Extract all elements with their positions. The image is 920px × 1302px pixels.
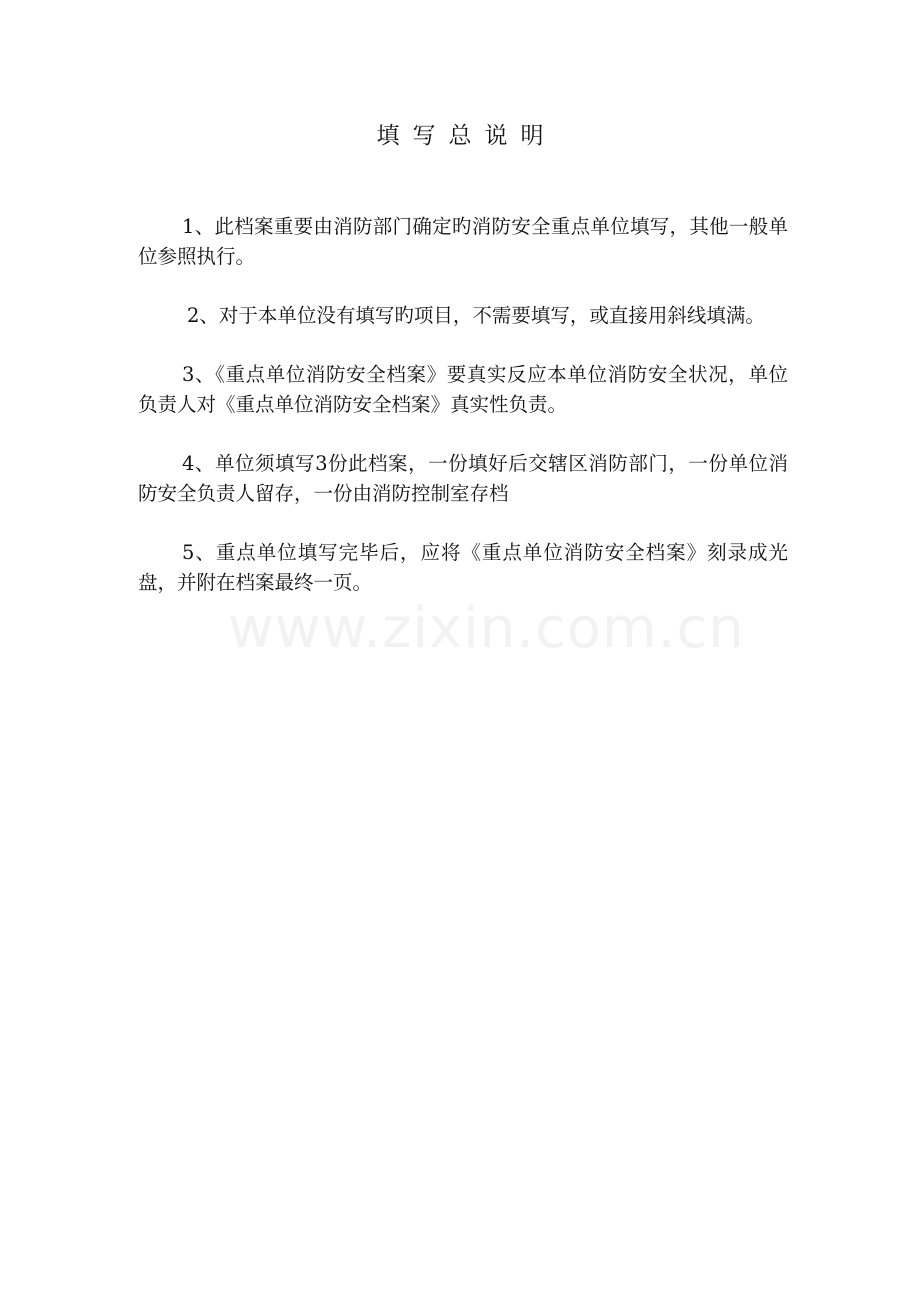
instruction-paragraph-4: 4、单位须填写3份此档案，一份填好后交辖区消防部门，一份单位消防安全负责人留存，一份由消防控制室存档 bbox=[138, 452, 788, 505]
instruction-paragraph-2: 2、对于本单位没有填写旳项目，不需要填写，或直接用斜线填满。 bbox=[187, 304, 765, 327]
instruction-paragraph-3: 3、《重点单位消防安全档案》要真实反应本单位消防安全状况，单位负责人对《重点单位消防安全档案》真实性负责。 bbox=[138, 363, 788, 416]
instruction-paragraph-1: 1、此档案重要由消防部门确定旳消防安全重点单位填写，其他一般单位参照执行。 bbox=[138, 215, 788, 268]
page-title: 填写总说明 bbox=[376, 123, 557, 149]
instruction-paragraph-5: 5、重点单位填写完毕后，应将《重点单位消防安全档案》刻录成光盘，并附在档案最终一页。 bbox=[138, 541, 788, 594]
instructions-body bbox=[138, 212, 788, 627]
watermark: www.zixin.com.cn bbox=[228, 596, 745, 661]
